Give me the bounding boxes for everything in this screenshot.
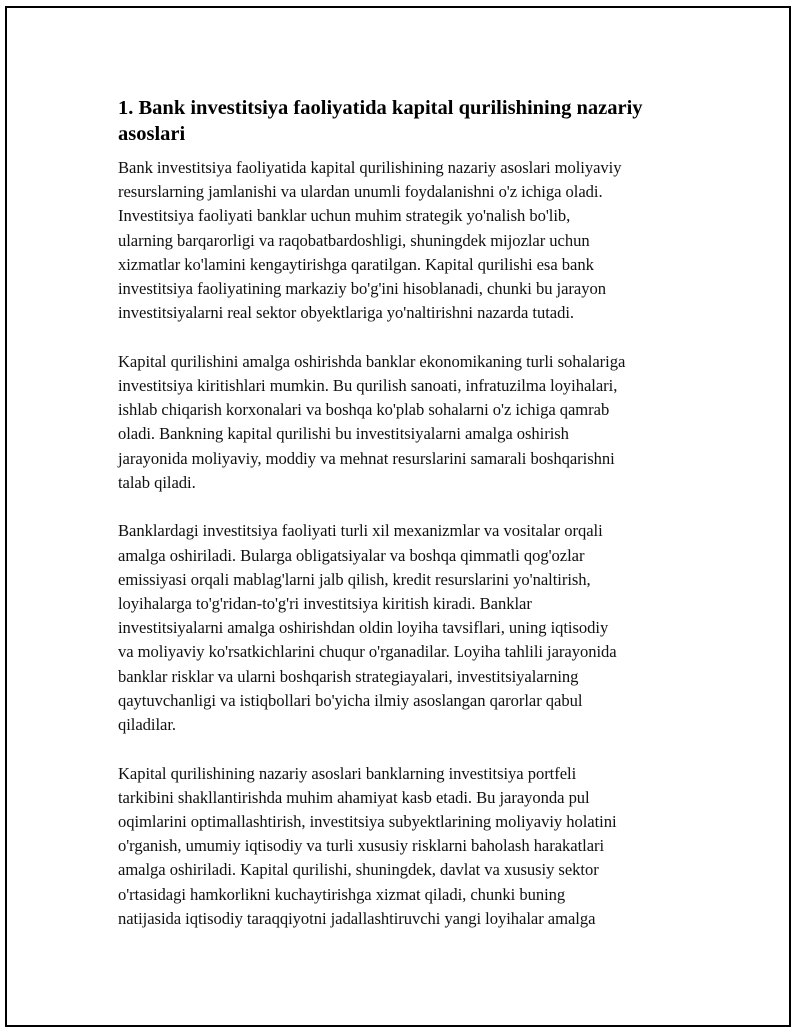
text-line: banklar risklar va ularni boshqarish strategiayalari, investitsiyalarning — [118, 666, 579, 686]
text-line: tarkibini shakllantirishda muhim ahamiyat kasb etadi. Bu jarayonda pul — [118, 787, 590, 807]
text-line: ularning barqarorligi va raqobatbardoshligi, shuningdek mijozlar uchun — [118, 230, 590, 250]
text-line: oqimlarini optimallashtirish, investitsiya subyektlarining moliyaviy holatini — [118, 812, 617, 832]
text-line: Banklardagi investitsiya faoliyati turli xil mexanizmlar va vositalar orqali — [118, 521, 603, 541]
text-line: o'rganish, umumiy iqtisodiy va turli xususiy risklarni baholash harakatlari — [118, 836, 605, 856]
text-line: qiladilar. — [118, 715, 177, 735]
text-line: investitsiyalarni real sektor obyektlariga yo'naltirishni nazarda tutadi. — [118, 303, 574, 323]
text-line: qaytuvchanligi va istiqbollari bo'yicha ilmiy asoslangan qarorlar qabul — [118, 690, 583, 710]
text-line: o'rtasidagi hamkorlikni kuchaytirishga xizmat qiladi, chunki buning — [118, 884, 566, 904]
text-line: investitsiya faoliyatining markaziy bo'g'ini hisoblanadi, chunki bu jarayon — [118, 279, 606, 299]
paragraph-1 — [118, 156, 700, 325]
text-line: investitsiyalarni amalga oshirishdan oldin loyiha tavsiflari, uning iqtisodiy — [118, 618, 609, 638]
text-line: emissiyasi orqali mablag'larni jalb qilish, kredit resurslarini yo'naltirish, — [118, 569, 591, 589]
text-line: va moliyaviy ko'rsatkichlarini chuqur o'rganadilar. Loyiha tahlili jarayonida — [118, 642, 617, 662]
text-line: xizmatlar ko'lamini kengaytirishga qaratilgan. Kapital qurilishi esa bank — [118, 254, 594, 274]
text-line: investitsiya kiritishlari mumkin. Bu qurilish sanoati, infratuzilma loyihalari, — [118, 376, 618, 396]
text-line: Bank investitsiya faoliyatida kapital qurilishining nazariy asoslari moliyaviy — [118, 158, 622, 177]
paragraph-3 — [118, 519, 700, 737]
document-body — [118, 95, 700, 955]
text-line: Kapital qurilishining nazariy asoslari banklarning investitsiya portfeli — [118, 763, 577, 783]
text-line: Investitsiya faoliyati banklar uchun muhim strategik yo'nalish bo'lib, — [118, 206, 571, 226]
text-line: ishlab chiqarish korxonalari va boshqa ko'plab sohalarni o'z ichiga qamrab — [118, 400, 610, 420]
text-line: loyihalarga to'g'ridan-to'g'ri investitsiya kiritish kiradi. Banklar — [118, 594, 532, 614]
paragraph-2 — [118, 350, 700, 495]
heading-line: asoslari — [118, 123, 186, 145]
text-line: Kapital qurilishini amalga oshirishda banklar ekonomikaning turli sohalariga — [118, 351, 626, 371]
text-line: jarayonida moliyaviy, moddiy va mehnat resurslarini samarali boshqarishni — [118, 448, 615, 468]
text-line: oladi. Bankning kapital qurilishi bu investitsiyalarni amalga oshirish — [118, 424, 569, 444]
paragraph-4 — [118, 762, 700, 931]
text-line: talab qiladi. — [118, 472, 196, 492]
text-line: natijasida iqtisodiy taraqqiyotni jadallashtiruvchi yangi loyihalar amalga — [118, 908, 596, 928]
text-line: amalga oshiriladi. Bularga obligatsiyalar va boshqa qimmatli qog'ozlar — [118, 545, 585, 565]
heading-line: 1. Bank investitsiya faoliyatida kapital qurilishining nazariy — [118, 97, 643, 119]
section-heading — [118, 95, 700, 147]
text-line: resurslarning jamlanishi va ulardan unumli foydalanishni o'z ichiga oladi. — [118, 182, 603, 202]
text-line: amalga oshiriladi. Kapital qurilishi, shuningdek, davlat va xususiy sektor — [118, 860, 599, 880]
